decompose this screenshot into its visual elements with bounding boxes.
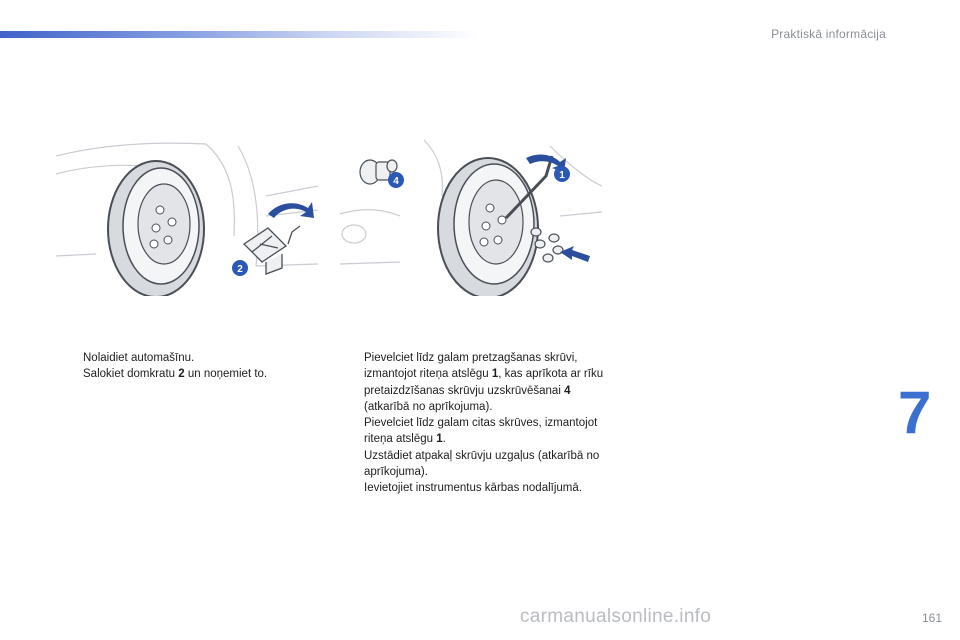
svg-text:1: 1 [559,170,565,181]
bolt-caps [531,228,563,262]
section-title: Praktiskā informācija [771,27,886,41]
watermark: carmanualsonline.info [520,606,712,627]
instruction-item: Salokiet domkratu 2 un noņemiet to. [83,368,268,381]
jack-icon [244,226,300,274]
illustration-lower-car-jack [56,136,318,296]
arrow-icon [560,246,590,262]
page-number: 161 [921,611,942,625]
chapter-number: 7 [898,379,932,446]
right-instructions [343,350,608,497]
callout-4 [388,172,404,188]
left-instructions [62,350,302,383]
illustration-tighten-bolts [340,136,602,296]
arrow-icon [268,202,314,218]
svg-text:4: 4 [393,176,399,187]
instruction-item: Pievelciet līdz galam citas skrūves, izmantojot riteņa atslēgu 1. [364,417,598,446]
header-accent-bar [0,31,480,38]
instruction-item: Ievietojiet instrumentus kārbas nodalījumā. [364,482,582,495]
instruction-item: Nolaidiet automašīnu. [83,352,195,364]
wheel-right [438,158,538,296]
instruction-item: Pievelciet līdz galam pretzagšanas skrūvi, izmantojot riteņa atslēgu 1, kas aprīkota ar rīku pretaizdzīšanas skrūvju uzskrūvēšanai 4 (atkarībā no aprīkojuma). [364,352,604,413]
svg-text:2: 2 [237,264,243,275]
callout-2 [232,260,248,276]
wheel-left [108,161,204,296]
callout-1 [554,166,570,182]
instruction-item: Uzstādiet atpakaļ skrūvju uzgaļus (atkarībā no aprīkojuma). [364,449,600,479]
